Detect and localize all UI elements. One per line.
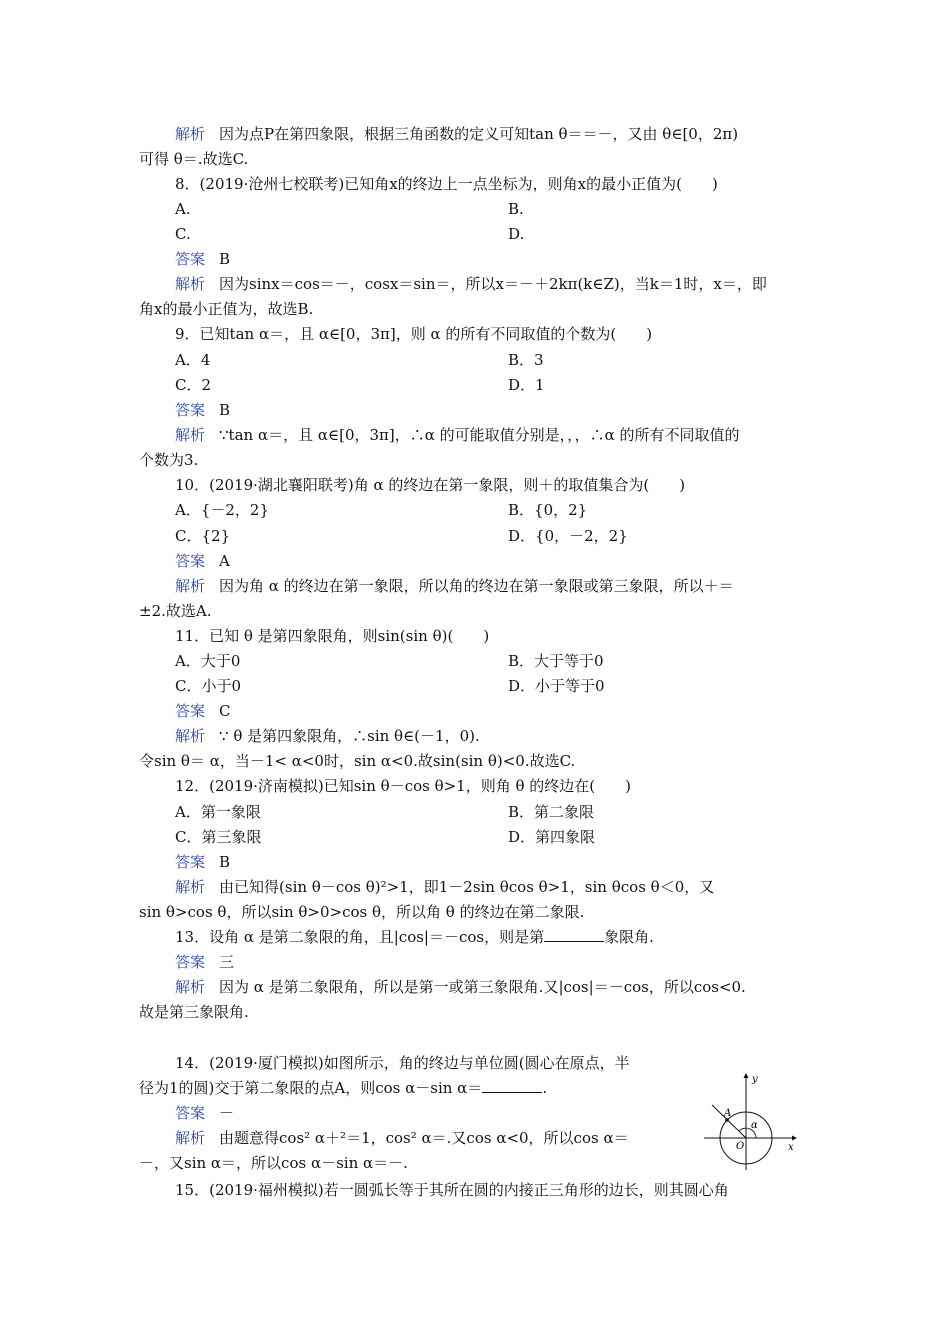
option-b: B．{0，2} [508, 501, 588, 519]
option-d: D. [508, 225, 525, 243]
option-a: A．4 [175, 351, 211, 369]
answer-label: 答案 [175, 1104, 206, 1122]
option-b: B．3 [508, 351, 544, 369]
question-13-stem: 13．设角 α 是第二象限的角，且|cos|＝－cos，则是第 象限角. [175, 928, 654, 946]
option-a: A．第一象限 [175, 803, 261, 821]
answer-line: 答案 B [175, 401, 231, 419]
option-a: A. [175, 200, 191, 218]
solution-line: 解析 ∵tan α＝，且 α∈[0，3π]，∴α 的可能取值分别是，，，∴α 的所有不同取值的 [175, 426, 740, 444]
answer-blank [482, 1078, 542, 1093]
answer-label: 答案 [175, 702, 206, 720]
answer-blank [544, 927, 604, 942]
answer-line: 答案 三 [175, 953, 235, 971]
y-axis-arrow [744, 1073, 749, 1078]
solution-label: 解析 [175, 275, 206, 293]
option-a: A．大于0 [175, 652, 241, 670]
answer-label: 答案 [175, 401, 206, 419]
answer-line: 答案 － [175, 1104, 235, 1122]
question-11-stem: 11．已知 θ 是第四象限角，则sin(sin θ)( ) [175, 627, 490, 645]
solution-line: 解析 ∵ θ 是第四象限角，∴sin θ∈(－1，0). [175, 727, 480, 745]
option-d: D．第四象限 [508, 828, 596, 846]
option-c: C．小于0 [175, 677, 242, 695]
option-a: A．{－2，2} [175, 501, 270, 519]
answer-line: 答案 B [175, 250, 231, 268]
origin-label: O [736, 1141, 745, 1152]
question-15-stem: 15．(2019·福州模拟)若一圆弧长等于其所在圆的内接正三角形的边长，则其圆心角 [175, 1181, 729, 1199]
question-14-stem: 径为1的圆)交于第二象限的点A，则cos α－sin α＝ . [139, 1079, 548, 1097]
unit-circle-figure [700, 1072, 798, 1172]
solution-line: 可得 θ＝.故选C. [139, 150, 249, 168]
solution-line: ±2.故选A. [139, 602, 212, 620]
alpha-label: α [751, 1120, 758, 1131]
solution-line: 解析 由题意得cos² α＋²＝1，cos² α＝.又cos α<0，所以cos α＝ [175, 1129, 629, 1147]
solution-line: 解析 因为sinx＝cos＝－，cosx＝sin＝，所以x＝－＋2kπ(k∈Z)，当k＝1时，x＝，即 [175, 275, 767, 293]
question-9-stem: 9．已知tan α＝，且 α∈[0，3π]，则 α 的所有不同取值的个数为( ) [175, 325, 653, 343]
solution-label: 解析 [175, 978, 206, 996]
answer-label: 答案 [175, 552, 206, 570]
question-8-stem: 8．(2019·沧州七校联考)已知角x的终边上一点坐标为，则角x的最小正值为( ) [175, 175, 718, 193]
answer-label: 答案 [175, 953, 206, 971]
answer-line: 答案 C [175, 702, 231, 720]
answer-label: 答案 [175, 250, 206, 268]
option-c: C．{2} [175, 527, 231, 545]
solution-label: 解析 [175, 1129, 206, 1147]
answer-label: 答案 [175, 853, 206, 871]
solution-line: sin θ>cos θ，所以sin θ>0>cos θ，所以角 θ 的终边在第二象限. [139, 903, 585, 921]
solution-line: 令sin θ＝ α，当－1< α<0时，sin α<0.故sin(sin θ)<0.故选C. [139, 752, 576, 770]
solution-line: 个数为3. [139, 451, 199, 469]
solution-label: 解析 [175, 878, 206, 896]
solution-line: 解析 由已知得(sin θ－cos θ)²>1，即1－2sin θcos θ>1，sin θcos θ＜0，又 [175, 878, 715, 896]
solution-line: 解析 因为点P在第四象限，根据三角函数的定义可知tan θ＝＝－，又由 θ∈[0，2π) [175, 125, 739, 143]
question-10-stem: 10．(2019·湖北襄阳联考)角 α 的终边在第一象限，则＋的取值集合为( ) [175, 476, 686, 494]
question-14-stem: 14．(2019·厦门模拟)如图所示，角的终边与单位圆(圆心在原点，半 [175, 1054, 630, 1072]
option-c: C．第三象限 [175, 828, 262, 846]
solution-line: 解析 因为 α 是第二象限角，所以是第一或第三象限角.又|cos|＝－cos，所以cos<0. [175, 978, 746, 996]
solution-line: 解析 因为角 α 的终边在第一象限，所以角的终边在第一象限或第三象限，所以＋＝ [175, 577, 734, 595]
y-axis-label: y [752, 1074, 758, 1085]
solution-label: 解析 [175, 577, 206, 595]
x-axis-label: x [788, 1142, 794, 1153]
point-a-label: A [724, 1108, 732, 1119]
question-12-stem: 12．(2019·济南模拟)已知sin θ－cos θ>1，则角 θ 的终边在( ) [175, 777, 632, 795]
solution-label: 解析 [175, 426, 206, 444]
solution-line: 角x的最小正值为，故选B. [139, 300, 314, 318]
option-d: D．{0，－2，2} [508, 527, 628, 545]
option-b: B. [508, 200, 524, 218]
solution-line: －，又sin α＝，所以cos α－sin α＝－. [139, 1154, 408, 1172]
option-d: D．小于等于0 [508, 677, 605, 695]
option-b: B．第二象限 [508, 803, 595, 821]
solution-line: 故是第三象限角. [139, 1003, 249, 1021]
solution-label: 解析 [175, 727, 206, 745]
answer-line: 答案 A [175, 552, 230, 570]
solution-label: 解析 [175, 125, 206, 143]
option-b: B．大于等于0 [508, 652, 604, 670]
option-c: C．2 [175, 376, 212, 394]
option-d: D．1 [508, 376, 545, 394]
option-c: C. [175, 225, 191, 243]
x-axis-arrow [792, 1136, 797, 1141]
answer-line: 答案 B [175, 853, 231, 871]
